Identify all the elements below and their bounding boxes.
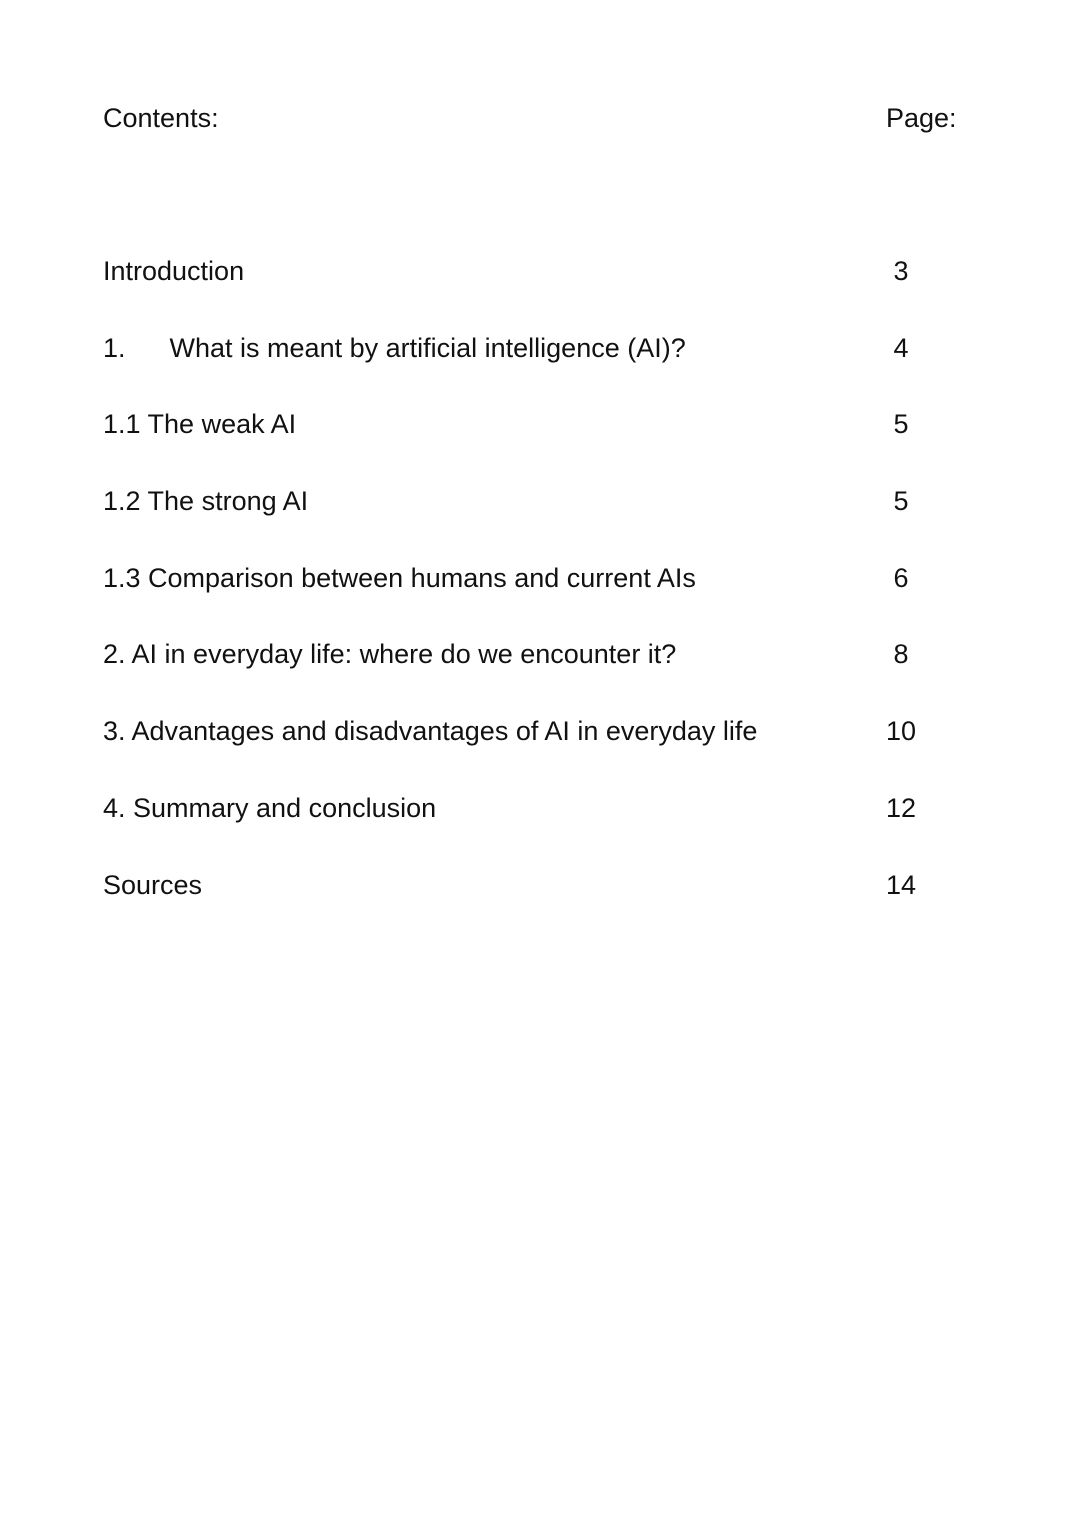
toc-entry-page: 3 bbox=[893, 256, 909, 286]
toc-entry-sources bbox=[0, 867, 1080, 944]
toc-entry-advantages bbox=[0, 713, 1080, 790]
toc-entry-page: 5 bbox=[893, 486, 909, 517]
toc-entry-page: 5 bbox=[893, 409, 909, 440]
toc-entry-what-is-ai bbox=[0, 330, 1080, 407]
toc-entry-title bbox=[103, 330, 686, 366]
toc-entry-number: 1. bbox=[103, 332, 126, 363]
toc-entry-title: Sources bbox=[103, 869, 203, 900]
toc-entry-weak-ai bbox=[0, 406, 1080, 483]
toc-entry-title: 1.2 The strong AI bbox=[103, 486, 309, 517]
toc-entry-page: 6 bbox=[893, 562, 909, 593]
toc-entry-strong-ai bbox=[0, 483, 1080, 560]
toc-entry-everyday-life bbox=[0, 636, 1080, 713]
toc-entry-title: 2. AI in everyday life: where do we encounter it? bbox=[103, 639, 677, 670]
toc-entry-page: 8 bbox=[893, 639, 909, 670]
toc-entry-comparison bbox=[0, 560, 1080, 637]
toc-entry-summary bbox=[0, 790, 1080, 867]
table-of-contents bbox=[0, 253, 1080, 943]
toc-entry-title: 1.1 The weak AI bbox=[103, 409, 297, 440]
toc-entry-title: 4. Summary and conclusion bbox=[103, 792, 437, 823]
toc-entry-page: 12 bbox=[885, 792, 917, 823]
toc-entry-page: 14 bbox=[885, 869, 917, 900]
toc-entry-text: What is meant by artificial intelligence (AI)? bbox=[169, 332, 686, 363]
toc-entry-title: Introduction bbox=[103, 256, 245, 286]
toc-entry-title: 3. Advantages and disadvantages of AI in everyday life bbox=[103, 716, 758, 747]
toc-entry-page: 10 bbox=[885, 716, 917, 747]
toc-entry-introduction bbox=[0, 253, 1080, 330]
contents-heading: Contents: bbox=[103, 103, 219, 133]
toc-entry-title: 1.3 Comparison between humans and current AIs bbox=[103, 562, 696, 593]
toc-entry-page: 4 bbox=[893, 332, 909, 363]
page-column-heading: Page: bbox=[886, 103, 957, 133]
